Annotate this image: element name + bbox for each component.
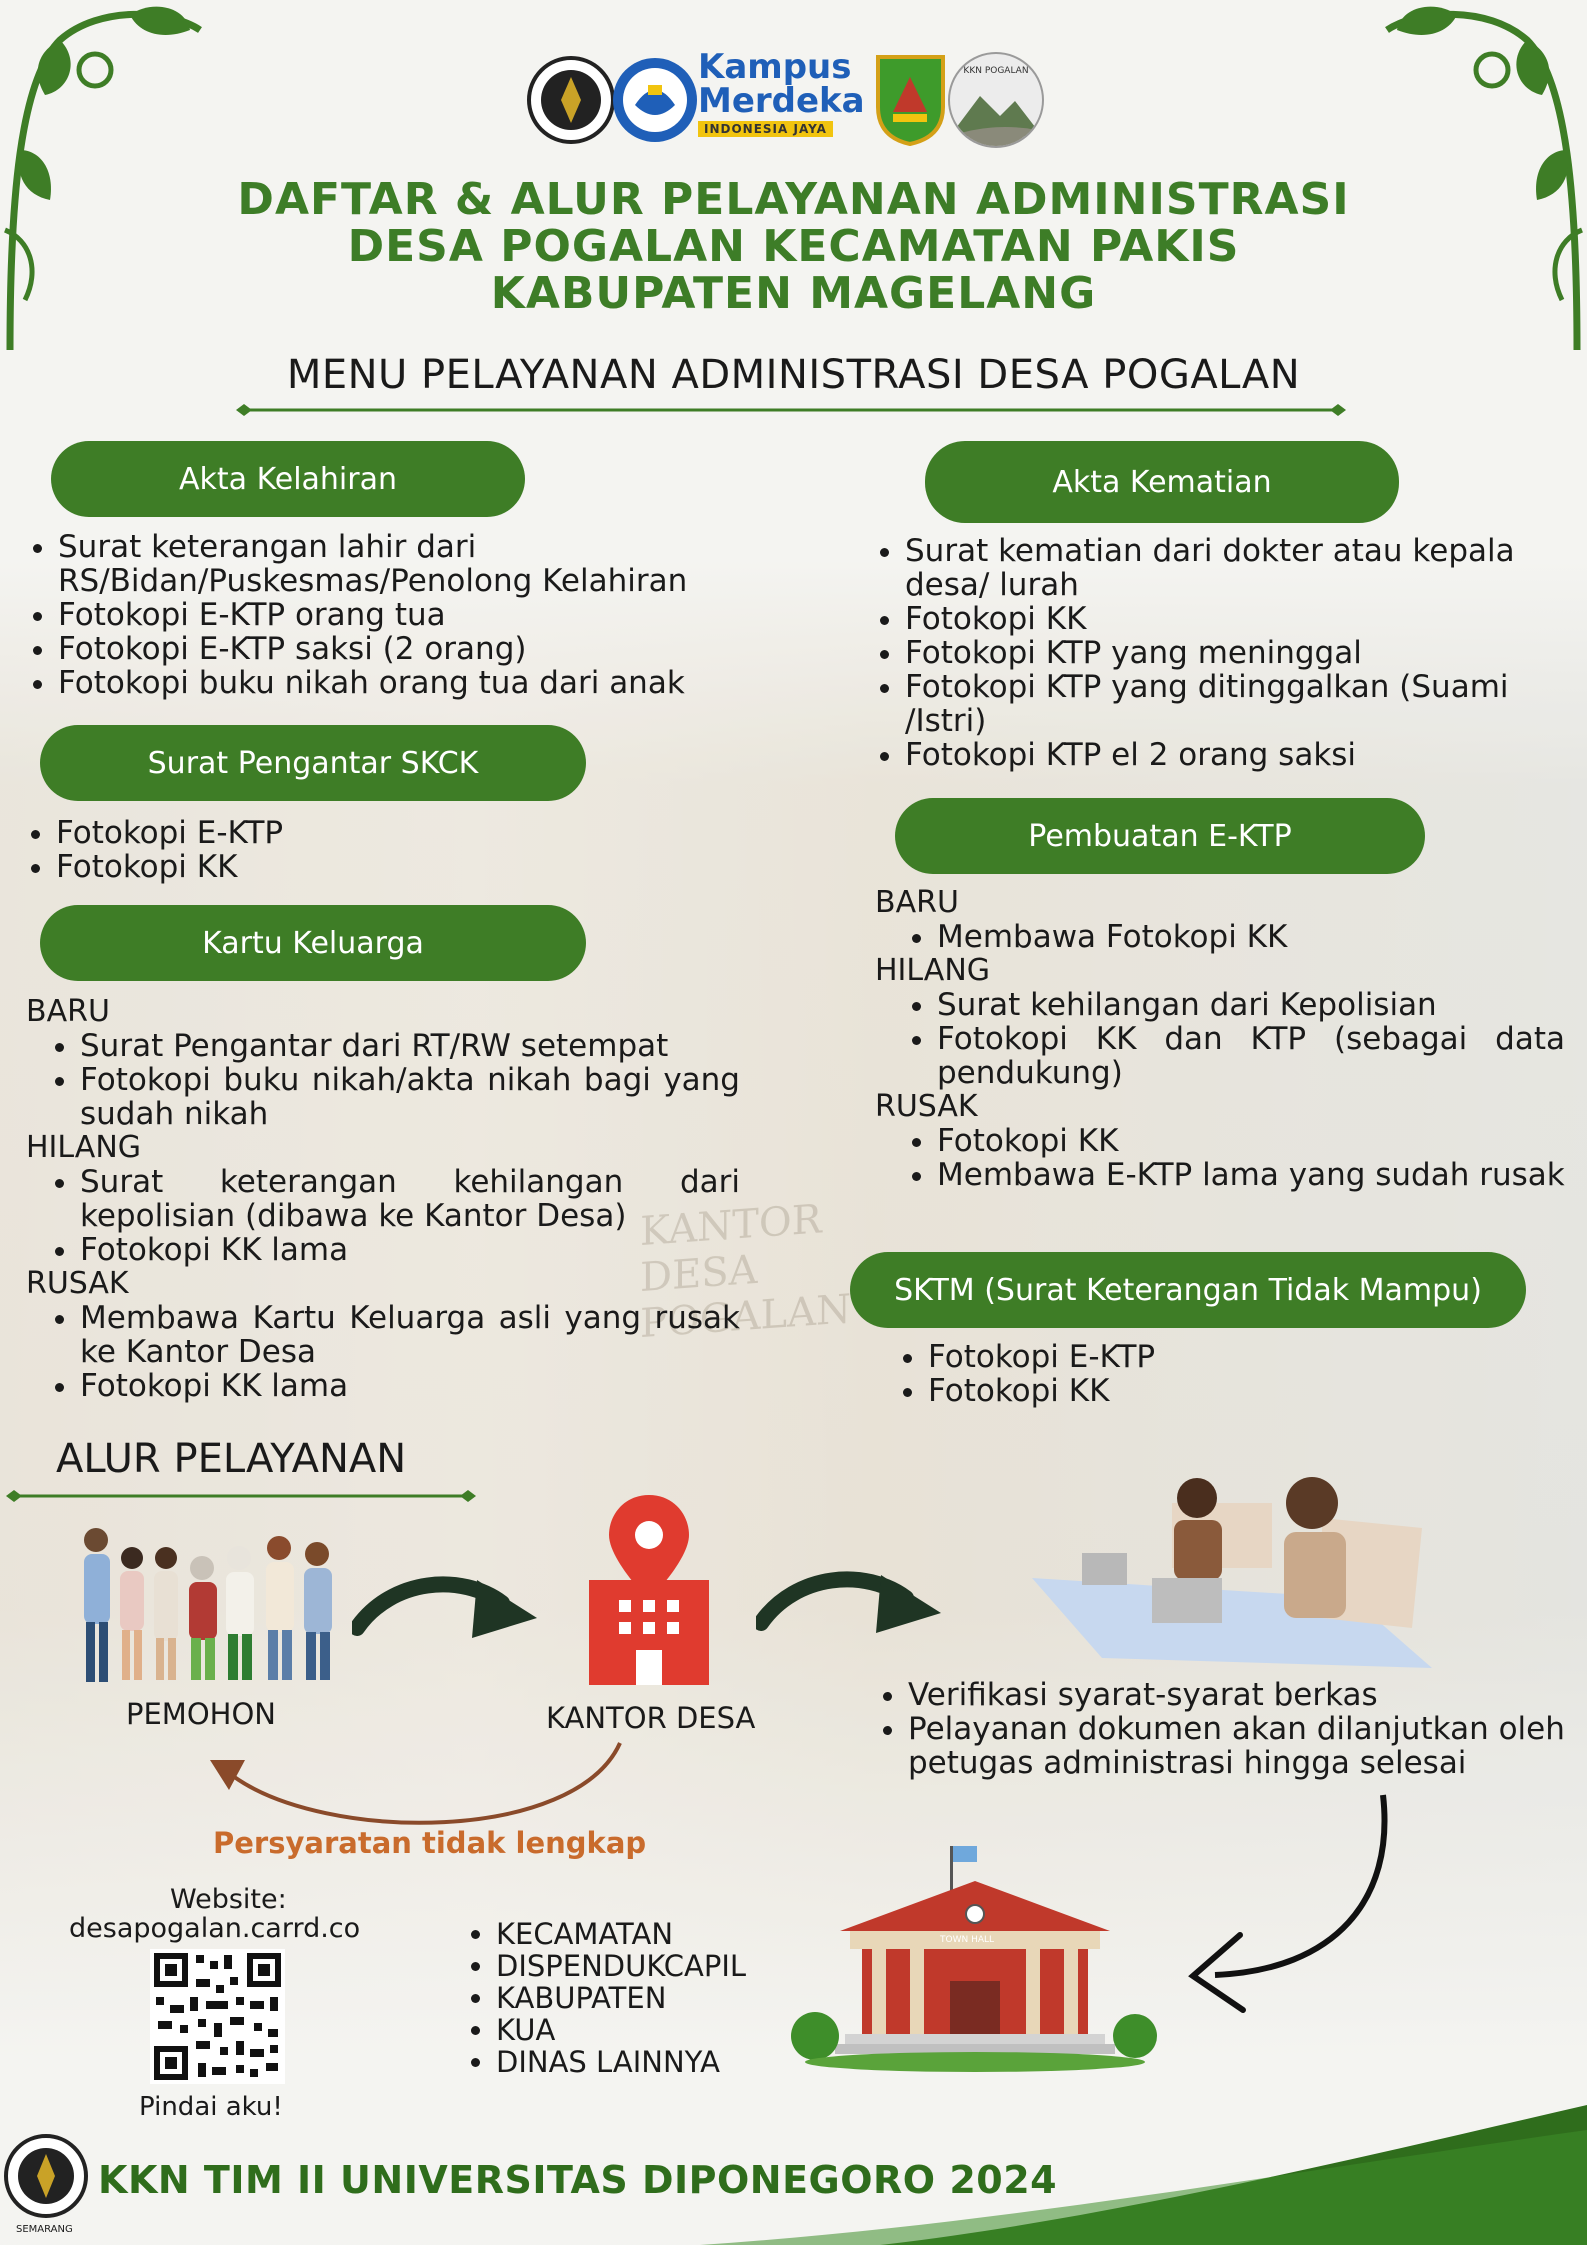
- list-item: • Membawa E-KTP lama yang sudah rusak: [937, 1158, 1565, 1192]
- pemohon-label: PEMOHON: [126, 1697, 276, 1731]
- ektp-hilang-list: [875, 988, 1565, 1090]
- list-item: • Fotokopi KTP yang ditinggalkan (Suami /Istri): [905, 670, 1587, 738]
- kk-rusak-label: RUSAK: [26, 1266, 129, 1301]
- verifikasi-list: [880, 1678, 1587, 1780]
- kkn-pogalan-logo: [948, 52, 1044, 148]
- town-hall-illustration-icon: [790, 1836, 1160, 2076]
- skck-header: Surat Pengantar SKCK: [40, 725, 586, 801]
- arrow-right-icon: [352, 1558, 552, 1658]
- qr-code-icon[interactable]: [150, 1949, 285, 2084]
- kk-hilang-label: HILANG: [26, 1130, 142, 1165]
- list-item: • Fotokopi E-KTP: [928, 1340, 1528, 1374]
- kartu-keluarga-body: [26, 995, 740, 1403]
- akta-kematian-header: Akta Kematian: [925, 441, 1399, 523]
- ektp-rusak-label: RUSAK: [875, 1089, 978, 1124]
- alur-title-divider: [6, 1488, 476, 1504]
- kkn-pogalan-text: KKN POGALAN: [963, 66, 1029, 76]
- persyaratan-text: Persyaratan tidak lengkap: [213, 1826, 647, 1860]
- ektp-hilang-label: HILANG: [875, 953, 991, 988]
- list-item: • DINAS LAINNYA: [496, 2046, 896, 2078]
- list-item: • KUA: [496, 2014, 896, 2046]
- list-item: • Fotokopi buku nikah orang tua dari anak: [58, 666, 778, 700]
- list-item: • Fotokopi E-KTP: [56, 816, 656, 850]
- kemendikbud-logo-icon: [610, 55, 700, 145]
- arrow-right-icon: [756, 1553, 956, 1653]
- mountain-icon: [950, 76, 1042, 146]
- list-item: • Surat keterangan lahir dari RS/Bidan/Puskesmas/Penolong Kelahiran: [58, 530, 778, 598]
- town-hall-sign: TOWN HALL: [940, 1935, 995, 1945]
- list-item: • Fotokopi KTP el 2 orang saksi: [905, 738, 1587, 772]
- ektp-rusak-list: [875, 1124, 1565, 1192]
- list-item: • Fotokopi KK: [928, 1374, 1528, 1408]
- scan-text: Pindai aku!: [139, 2092, 283, 2122]
- footer-seal-text: SEMARANG: [16, 2224, 73, 2235]
- undip-seal-icon: [526, 55, 616, 145]
- akta-kelahiran-header: Akta Kelahiran: [51, 441, 525, 517]
- list-item: • Fotokopi E-KTP saksi (2 orang): [58, 632, 778, 666]
- kampus-merdeka-logo: [698, 47, 866, 137]
- kantor-desa-label: KANTOR DESA: [546, 1701, 756, 1735]
- menu-title-divider: [236, 402, 1346, 418]
- kk-hilang-list: [26, 1165, 740, 1267]
- arrow-down-left-icon: [1185, 1790, 1405, 2020]
- main-title-line3: KABUPATEN MAGELANG: [490, 268, 1097, 319]
- kk-baru-label: BARU: [26, 994, 110, 1029]
- list-item: • Fotokopi KK: [937, 1124, 1565, 1158]
- family-illustration-icon: [74, 1518, 344, 1688]
- magelang-crest-icon: [873, 52, 948, 147]
- kampus-merdeka-sub: INDONESIA JAYA: [698, 121, 833, 137]
- list-item: • KECAMATAN: [496, 1918, 896, 1950]
- list-item: • Surat keterangan kehilangan dari kepolisian (dibawa ke Kantor Desa): [80, 1165, 740, 1233]
- menu-title: MENU PELAYANAN ADMINISTRASI DESA POGALAN: [286, 352, 1301, 398]
- akta-kelahiran-list: [30, 530, 778, 700]
- ektp-header: Pembuatan E-KTP: [895, 798, 1425, 874]
- ektp-baru-label: BARU: [875, 885, 959, 920]
- sktm-header: SKTM (Surat Keterangan Tidak Mampu): [850, 1252, 1526, 1328]
- list-item: • Membawa Kartu Keluarga asli yang rusak ke Kantor Desa: [80, 1301, 740, 1369]
- list-item: • Surat kematian dari dokter atau kepala desa/ lurah: [905, 534, 1587, 602]
- list-item: • Fotokopi KK dan KTP (sebagai data pendukung): [937, 1022, 1565, 1090]
- kampus-merdeka-line2: Merdeka: [698, 81, 865, 121]
- list-item: • Pelayanan dokumen akan dilanjutkan oleh petugas administrasi hingga selesai: [908, 1712, 1587, 1780]
- ektp-body: [875, 886, 1565, 1192]
- list-item: • Verifikasi syarat-syarat berkas: [908, 1678, 1587, 1712]
- website-url[interactable]: desapogalan.carrd.co: [69, 1913, 361, 1944]
- skck-list: [28, 816, 656, 884]
- kampus-merdeka-line1: Kampus: [698, 47, 852, 87]
- list-item: • Fotokopi KK: [905, 602, 1587, 636]
- kantor-desa-location-icon: [574, 1490, 724, 1690]
- ektp-baru-list: [875, 920, 1565, 954]
- list-item: • Membawa Fotokopi KK: [937, 920, 1565, 954]
- main-title-line1: DAFTAR & ALUR PELAYANAN ADMINISTRASI: [237, 174, 1350, 225]
- list-item: • Fotokopi KK lama: [80, 1369, 740, 1403]
- office-workers-illustration-icon: [1022, 1458, 1442, 1678]
- kk-baru-list: [26, 1029, 740, 1131]
- list-item: • KABUPATEN: [496, 1982, 896, 2014]
- main-title-line2: DESA POGALAN KECAMATAN PAKIS: [347, 221, 1240, 272]
- list-item: • Fotokopi E-KTP orang tua: [58, 598, 778, 632]
- footer-text: KKN TIM II UNIVERSITAS DIPONEGORO 2024: [98, 2158, 1058, 2202]
- list-item: • Surat Pengantar dari RT/RW setempat: [80, 1029, 740, 1063]
- website-label: Website:: [170, 1884, 287, 1915]
- kk-rusak-list: [26, 1301, 740, 1403]
- list-item: • Fotokopi KK lama: [80, 1233, 740, 1267]
- alur-title: ALUR PELAYANAN: [56, 1436, 407, 1482]
- list-item: • DISPENDUKCAPIL: [496, 1950, 896, 1982]
- akta-kematian-list: [877, 534, 1587, 772]
- background-building-sign: KANTOR DESA POGALAN: [640, 1196, 851, 1348]
- sktm-list: [900, 1340, 1528, 1408]
- kartu-keluarga-header: Kartu Keluarga: [40, 905, 586, 981]
- list-item: • Fotokopi KK: [56, 850, 656, 884]
- list-item: • Surat kehilangan dari Kepolisian: [937, 988, 1565, 1022]
- list-item: • Fotokopi KTP yang meninggal: [905, 636, 1587, 670]
- list-item: • Fotokopi buku nikah/akta nikah bagi yang sudah nikah: [80, 1063, 740, 1131]
